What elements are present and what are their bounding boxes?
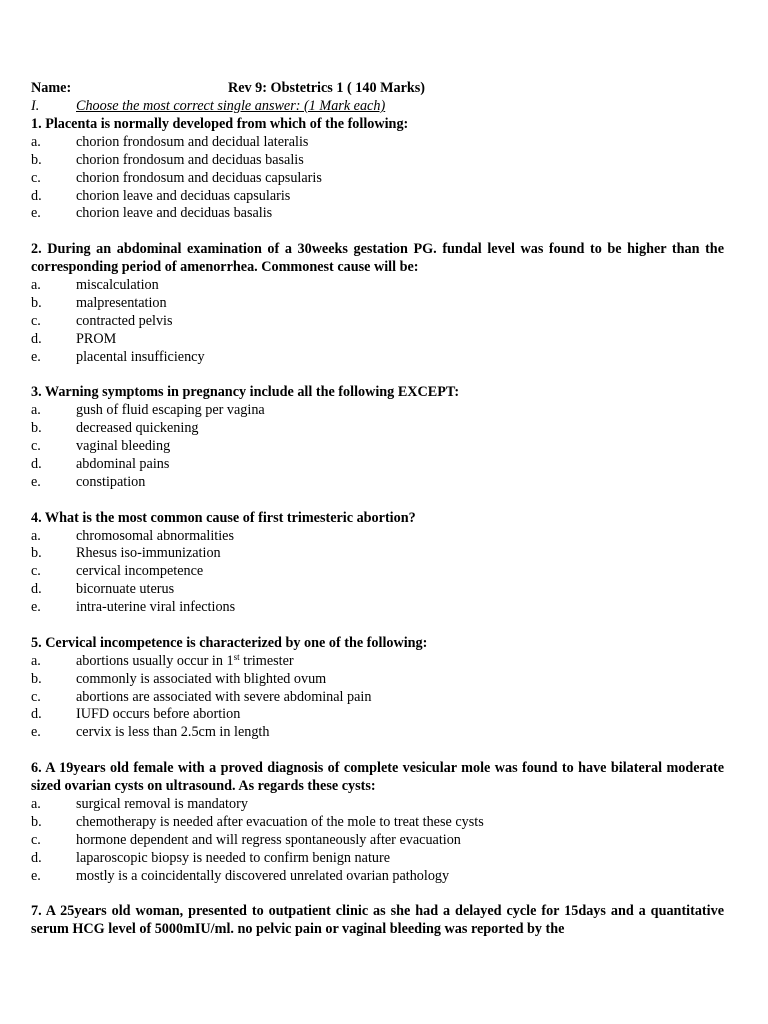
question-stem: 7. A 25years old woman, presented to outpatient clinic as she had a delayed cycle for 15days and a quantitative serum HCG level of 5000mIU/ml. no pelvic pain or vaginal bleeding was reported by the [31, 903, 724, 938]
answer-option [31, 814, 724, 832]
option-text-main: chorion frondosum and deciduas capsularis [76, 169, 322, 186]
section-instruction: Choose the most correct single answer: (1 Mark each) [76, 98, 386, 114]
question-stem: 2. During an abdominal examination of a 30weeks gestation PG. fundal level was found to be higher than the corresponding period of amenorrhea. Commonest cause will be: [31, 241, 724, 276]
option-text-main: cervical incompetence [76, 563, 204, 580]
option-text [76, 277, 159, 295]
option-text-continued: trimester [239, 652, 294, 669]
option-text-main: IUFD occurs before abortion [76, 706, 241, 723]
option-text [76, 599, 235, 617]
answer-option [31, 277, 724, 295]
option-letter: d. [31, 849, 42, 866]
option-text [76, 474, 145, 492]
option-letter: c. [31, 438, 41, 455]
question-item [31, 116, 724, 223]
option-text-main: malpresentation [76, 294, 167, 311]
exam-header [31, 80, 724, 98]
option-text [76, 134, 308, 152]
option-text-main: vaginal bleeding [76, 438, 171, 455]
option-text [76, 724, 269, 742]
answer-option [31, 832, 724, 850]
option-text [76, 152, 304, 170]
option-text-main: constipation [76, 473, 146, 490]
option-text-main: laparoscopic biopsy is needed to confirm benign nature [76, 849, 391, 866]
answer-option [31, 563, 724, 581]
answer-option [31, 868, 724, 886]
option-letter: d. [31, 330, 42, 347]
question-stem: 3. Warning symptoms in pregnancy include all the following EXCEPT: [31, 384, 460, 401]
answer-option [31, 706, 724, 724]
option-text-main: Rhesus iso-immunization [76, 545, 221, 562]
answer-option [31, 134, 724, 152]
answer-option [31, 796, 724, 814]
question-item [31, 635, 724, 742]
option-letter: d. [31, 455, 42, 472]
answer-option [31, 528, 724, 546]
option-letter: e. [31, 724, 41, 741]
question-stem: 6. A 19years old female with a proved diagnosis of complete vesicular mole was found to have bilateral moderate sized ovarian cysts on ultrasound. As regards these cysts: [31, 760, 724, 795]
option-letter: c. [31, 312, 41, 329]
option-text-main: mostly is a coincidentally discovered unrelated ovarian pathology [76, 867, 450, 884]
name-label: Name: [31, 80, 72, 96]
answer-option [31, 313, 724, 331]
option-text-main: chemotherapy is needed after evacuation of the mole to treat these cysts [76, 813, 484, 830]
option-letter: b. [31, 151, 42, 168]
answer-option [31, 170, 724, 188]
answer-option [31, 689, 724, 707]
question-item [31, 510, 724, 617]
option-letter: a. [31, 527, 41, 544]
option-letter: e. [31, 205, 41, 222]
option-text [76, 528, 234, 546]
option-letter: d. [31, 187, 42, 204]
answer-option [31, 438, 724, 456]
option-letter: a. [31, 133, 41, 150]
option-text-main: chorion leave and deciduas basalis [76, 205, 273, 222]
question-item [31, 903, 724, 939]
option-letter: e. [31, 473, 41, 490]
option-letter: d. [31, 706, 42, 723]
answer-option [31, 545, 724, 563]
option-text-main: gush of fluid escaping per vagina [76, 402, 265, 419]
option-text [76, 402, 265, 420]
answer-option [31, 152, 724, 170]
answer-option [31, 295, 724, 313]
option-letter: c. [31, 688, 41, 705]
option-text-main: commonly is associated with blighted ovum [76, 670, 327, 687]
option-text [76, 545, 221, 563]
answer-option [31, 653, 724, 671]
option-letter: c. [31, 169, 41, 186]
option-text [76, 653, 294, 671]
question-list [31, 116, 724, 939]
question-stem: 5. Cervical incompetence is characterized by one of the following: [31, 634, 428, 651]
option-letter: b. [31, 670, 42, 687]
option-letter: e. [31, 348, 41, 365]
option-text [76, 868, 449, 886]
answer-option [31, 724, 724, 742]
option-letter: b. [31, 294, 42, 311]
option-text [76, 832, 461, 850]
option-text-main: hormone dependent and will regress spontaneously after evacuation [76, 831, 461, 848]
ordinal-superscript: st [233, 651, 240, 662]
option-text-main: contracted pelvis [76, 312, 173, 329]
option-text [76, 331, 116, 349]
option-text-main: decreased quickening [76, 420, 199, 437]
option-text [76, 170, 322, 188]
option-letter: b. [31, 420, 42, 437]
option-text-main: intra-uterine viral infections [76, 599, 236, 616]
option-text-main: chorion frondosum and decidual lateralis [76, 133, 309, 150]
option-text-main: chromosomal abnormalities [76, 527, 234, 544]
option-letter: b. [31, 813, 42, 830]
section-numeral: I. [31, 98, 40, 114]
option-text-main: chorion leave and deciduas capsularis [76, 187, 291, 204]
question-item [31, 384, 724, 491]
option-letter: c. [31, 831, 41, 848]
question-item [31, 241, 724, 366]
option-text [76, 313, 173, 331]
section-heading [31, 98, 724, 116]
option-text [76, 420, 199, 438]
option-text [76, 796, 248, 814]
answer-option [31, 205, 724, 223]
option-text-main: bicornuate uterus [76, 581, 175, 598]
option-letter: a. [31, 277, 41, 294]
answer-option [31, 402, 724, 420]
answer-option [31, 420, 724, 438]
question-item [31, 760, 724, 885]
option-letter: a. [31, 402, 41, 419]
answer-option [31, 850, 724, 868]
answer-option [31, 671, 724, 689]
option-text-main: abdominal pains [76, 455, 170, 472]
answer-option [31, 599, 724, 617]
option-text [76, 563, 203, 581]
answer-option [31, 474, 724, 492]
option-text-main: PROM [76, 330, 117, 347]
option-text [76, 850, 390, 868]
option-text [76, 456, 169, 474]
option-text-main: placental insufficiency [76, 348, 205, 365]
option-text [76, 349, 205, 367]
option-text [76, 581, 174, 599]
answer-option [31, 581, 724, 599]
option-text-main: surgical removal is mandatory [76, 795, 248, 812]
option-letter: b. [31, 545, 42, 562]
exam-title: Rev 9: Obstetrics 1 ( 140 Marks) [228, 80, 426, 96]
option-letter: a. [31, 652, 41, 669]
option-letter: a. [31, 795, 41, 812]
answer-option [31, 188, 724, 206]
option-letter: d. [31, 581, 42, 598]
option-text [76, 295, 167, 313]
option-text [76, 689, 371, 707]
option-text-main: abortions usually occur in 1 [76, 652, 234, 669]
option-text [76, 671, 326, 689]
option-text [76, 205, 272, 223]
option-text-main: abortions are associated with severe abdominal pain [76, 688, 372, 705]
option-text [76, 438, 170, 456]
option-text-main: chorion frondosum and deciduas basalis [76, 151, 304, 168]
answer-option [31, 456, 724, 474]
option-text [76, 706, 240, 724]
option-text [76, 188, 290, 206]
option-letter: e. [31, 867, 41, 884]
question-stem: 4. What is the most common cause of first trimesteric abortion? [31, 509, 416, 526]
option-text-main: miscalculation [76, 277, 159, 294]
option-letter: c. [31, 563, 41, 580]
question-stem: 1. Placenta is normally developed from which of the following: [31, 116, 409, 132]
answer-option [31, 331, 724, 349]
answer-option [31, 349, 724, 367]
option-letter: e. [31, 599, 41, 616]
option-text [76, 814, 484, 832]
option-text-main: cervix is less than 2.5cm in length [76, 724, 270, 741]
